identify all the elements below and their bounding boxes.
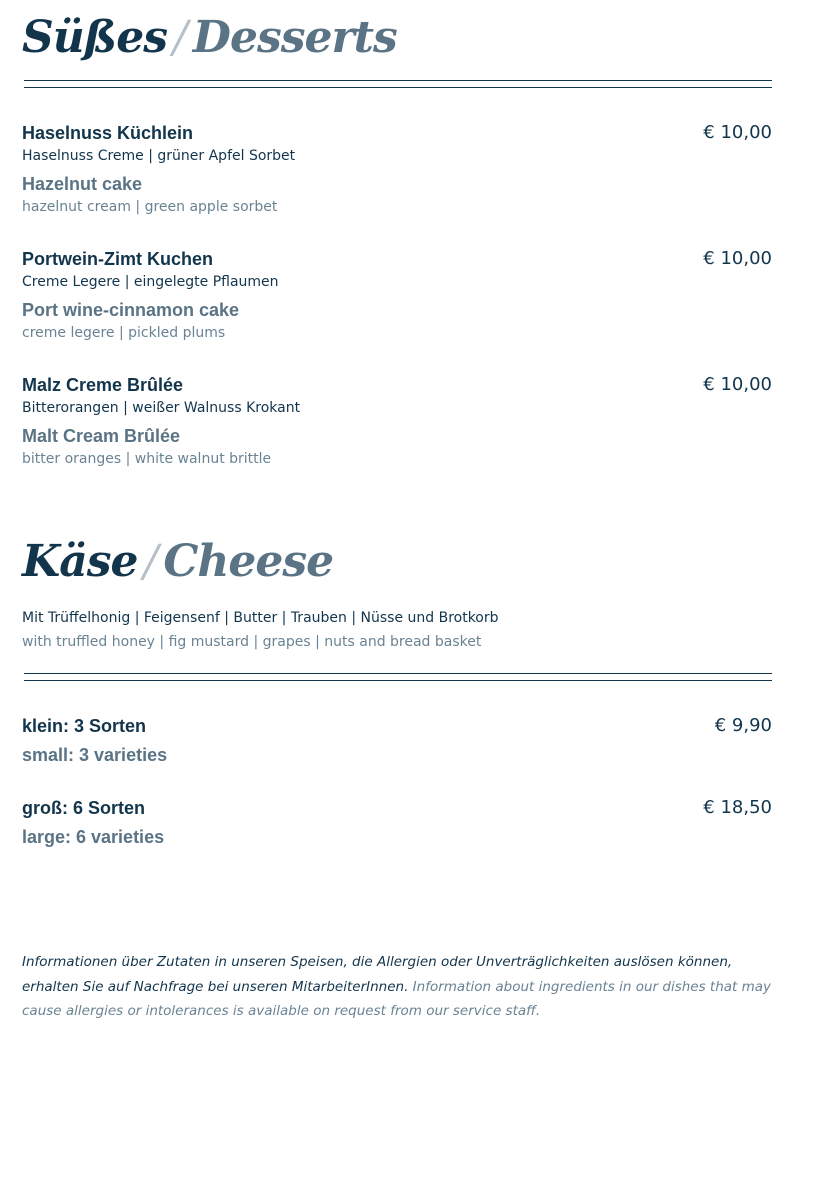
dessert-price: € 10,00 xyxy=(703,248,772,269)
cheese-option-price: € 18,50 xyxy=(703,797,772,818)
dessert-name-en: Hazelnut cake xyxy=(22,174,143,194)
cheese-option-name-de: klein: 3 Sorten xyxy=(22,716,147,736)
dessert-item xyxy=(22,122,772,217)
cheese-option-name-en: small: 3 varieties xyxy=(22,745,168,765)
desserts-heading xyxy=(22,12,397,63)
cheese-option-name-de: groß: 6 Sorten xyxy=(22,798,146,818)
desserts-title-de: Süßes xyxy=(22,12,167,63)
cheese-title-separator: / xyxy=(143,536,158,587)
dessert-description-en: bitter oranges | white walnut brittle xyxy=(22,451,272,467)
dessert-price: € 10,00 xyxy=(703,374,772,395)
cheese-title-de: Käse xyxy=(22,536,138,587)
cheese-option-price: € 9,90 xyxy=(714,715,772,736)
desserts-title-separator: / xyxy=(172,12,187,63)
cheese-title-en: Cheese xyxy=(163,536,334,587)
cheese-option-name-en: large: 6 varieties xyxy=(22,827,165,847)
dessert-item xyxy=(22,248,772,343)
allergen-notice xyxy=(22,950,772,1024)
cheese-option xyxy=(22,797,772,848)
cheese-divider xyxy=(24,673,772,681)
dessert-name-en: Port wine-cinnamon cake xyxy=(22,300,240,320)
cheese-heading xyxy=(22,536,334,587)
dessert-name-de: Malz Creme Brûlée xyxy=(22,375,184,395)
dessert-item xyxy=(22,374,772,469)
dessert-description-de: Haselnuss Creme | grüner Apfel Sorbet xyxy=(22,148,296,164)
dessert-description-de: Creme Legere | eingelegte Pflaumen xyxy=(22,274,279,290)
desserts-title-en: Desserts xyxy=(192,12,397,63)
allergen-notice-en: Information about ingredients in our dishes that may cause allergies or intolerances is available on request from our service staff. xyxy=(22,978,772,1019)
cheese-intro-de: Mit Trüffelhonig | Feigensenf | Butter | Trauben | Nüsse und Brotkorb xyxy=(22,610,499,626)
dessert-name-de: Portwein-Zimt Kuchen xyxy=(22,249,214,269)
dessert-name-en: Malt Cream Brûlée xyxy=(22,426,181,446)
dessert-description-de: Bitterorangen | weißer Walnuss Krokant xyxy=(22,400,301,416)
dessert-name-de: Haselnuss Küchlein xyxy=(22,123,194,143)
cheese-intro xyxy=(22,607,772,653)
dessert-description-en: creme legere | pickled plums xyxy=(22,325,226,341)
allergen-notice-de: Informationen über Zutaten in unseren Speisen, die Allergien oder Unverträglichkeiten auslösen können, erhalten Sie auf Nachfrage bei unseren MitarbeiterInnen. xyxy=(22,954,733,995)
cheese-intro-en: with truffled honey | fig mustard | grapes | nuts and bread basket xyxy=(22,634,482,650)
dessert-price: € 10,00 xyxy=(703,122,772,143)
cheese-option xyxy=(22,715,772,766)
desserts-divider xyxy=(24,80,772,88)
dessert-description-en: hazelnut cream | green apple sorbet xyxy=(22,199,278,215)
